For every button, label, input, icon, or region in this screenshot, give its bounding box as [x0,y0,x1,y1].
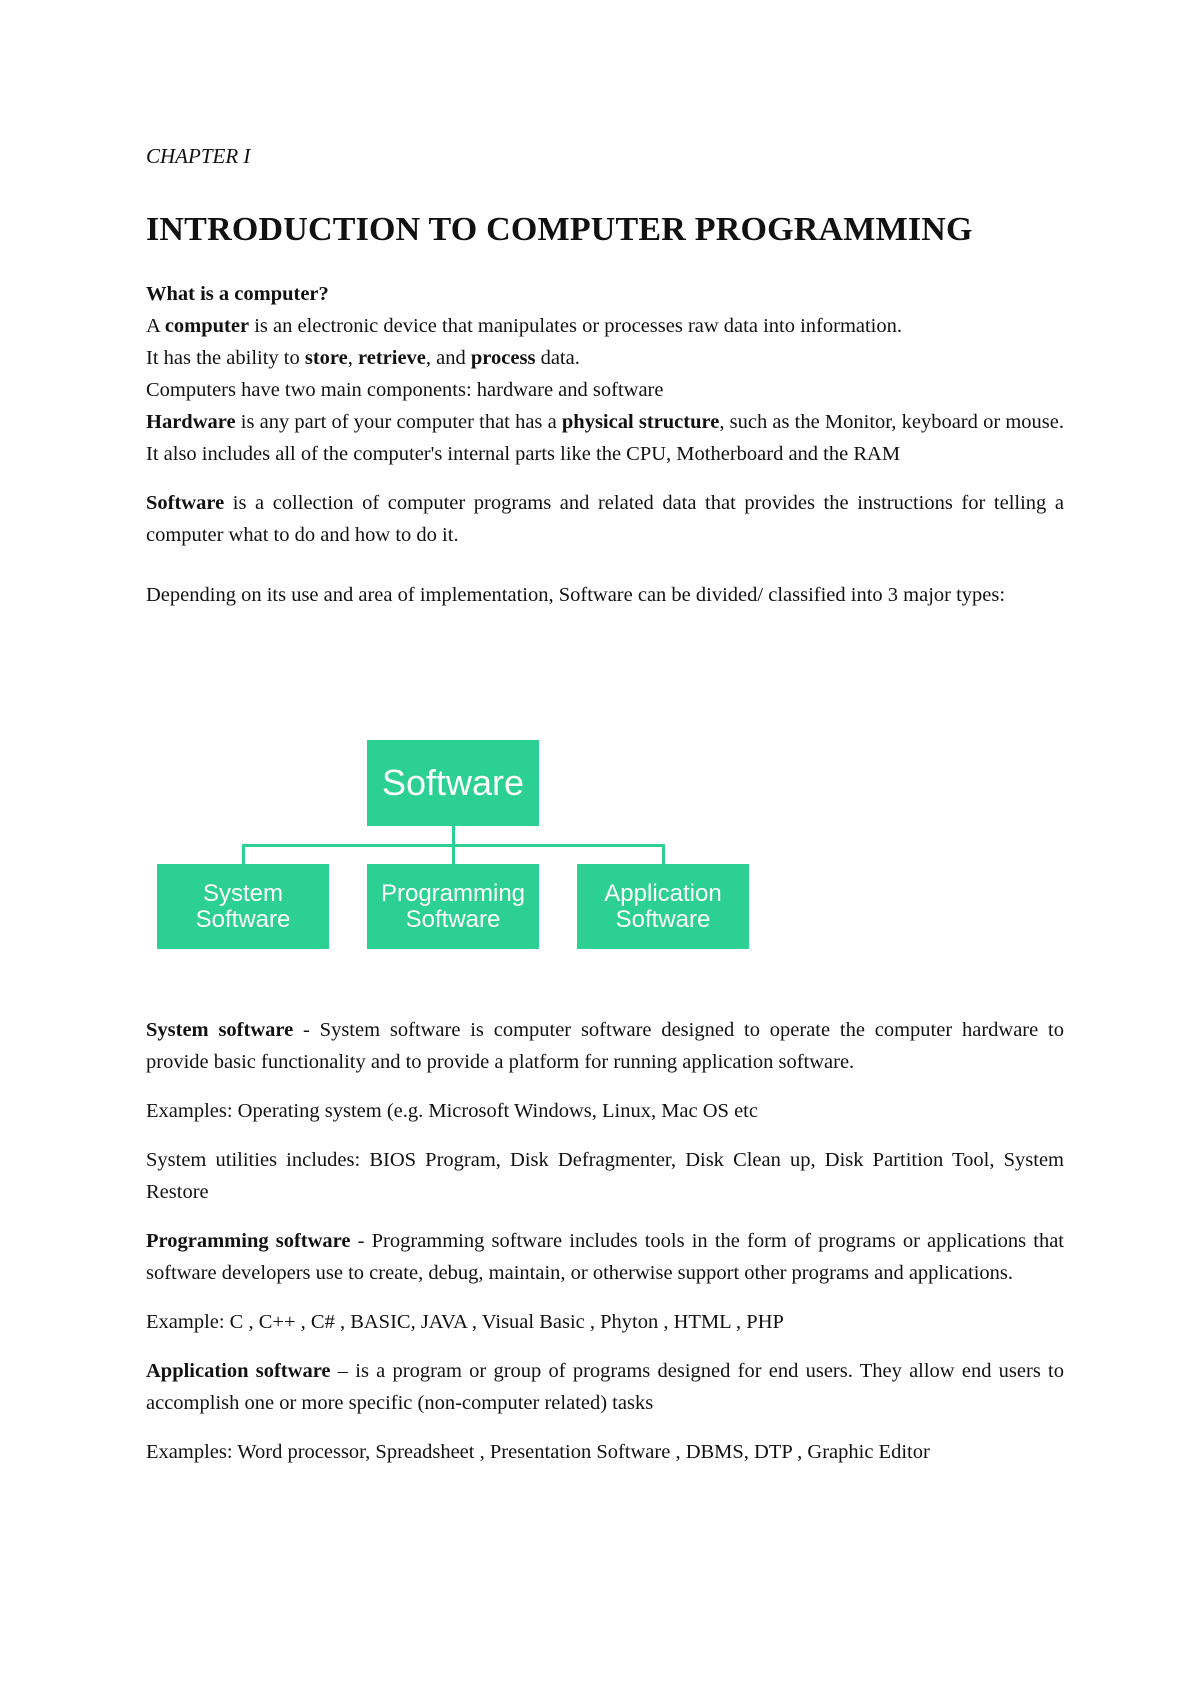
text-span: – is a program or group of programs designed for end users. They allow end users to accomplish one or more specific (non-computer related) tasks [146,1360,1064,1414]
text-span: is any part of your computer that has a [235,411,562,433]
application-software-paragraph [146,1355,1064,1419]
system-software-examples: Examples: Operating system (e.g. Microsoft Windows, Linux, Mac OS etc [146,1100,758,1122]
term-process: process [470,347,536,369]
software-types-diagram [146,740,766,955]
term-physical-structure: physical structure [561,411,720,433]
term-store: store [304,347,348,369]
chapter-label: CHAPTER I [146,144,251,168]
connector-vertical-right [662,844,665,864]
diagram-node-system-software: System Software [157,864,329,949]
term-application-software: Application software [146,1360,331,1382]
diagram-node-application-software: Application Software [577,864,749,949]
text-span: is an electronic device that manipulates or processes raw data into information. [249,315,903,337]
text-span: A [146,315,165,337]
text-span: , [347,347,358,369]
text-span: - System software is computer software designed to operate the computer hardware to provide basic functionality and to provide a platform for running application software. [146,1019,1064,1073]
text-span: , such as the Monitor, keyboard or mouse. It also includes all of the computer's internal parts like the CPU, Motherboard and the RAM [146,411,1064,465]
connector-vertical-left [242,844,245,864]
text-span: data. [535,347,580,369]
page-title: INTRODUCTION TO COMPUTER PROGRAMMING [146,211,973,248]
question-heading: What is a computer? [146,283,329,305]
term-retrieve: retrieve [358,347,426,369]
term-hardware: Hardware [146,411,236,433]
software-types-sections [146,1014,1064,1468]
programming-software-paragraph [146,1225,1064,1289]
text-span: It has the ability to [146,347,305,369]
components-sentence: Computers have two main components: hardware and software [146,379,664,401]
term-programming-software: Programming software [146,1230,351,1252]
computer-definition [146,310,1064,342]
text-span: - Programming software includes tools in the form of programs or applications that software developers use to create, debug, maintain, or otherwise support other programs and applications. [146,1230,1064,1284]
application-software-examples: Examples: Word processor, Spreadsheet , Presentation Software , DBMS, DTP , Graphic Editor [146,1441,930,1463]
software-types-intro: Depending on its use and area of implementation, Software can be divided/ classified into 3 major types: [146,584,1006,606]
term-system-software: System software [146,1019,294,1041]
computer-abilities [146,342,1064,374]
term-software: Software [146,492,225,514]
software-paragraph [146,487,1064,551]
term-computer: computer [164,315,250,337]
programming-software-example: Example: C , C++ , C# , BASIC, JAVA , Visual Basic , Phyton , HTML , PHP [146,1311,784,1333]
system-software-paragraph [146,1014,1064,1078]
text-span: is a collection of computer programs and related data that provides the instructions for telling a computer what to do and how to do it. [146,492,1064,546]
connector-horizontal [242,844,665,847]
system-utilities: System utilities includes: BIOS Program, Disk Defragmenter, Disk Clean up, Disk Partition Tool, System Restore [146,1149,1064,1203]
diagram-node-programming-software: Programming Software [367,864,539,949]
text-span: , and [425,347,471,369]
hardware-paragraph [146,406,1064,470]
document-body [146,140,1064,611]
diagram-root-software: Software [367,740,539,826]
